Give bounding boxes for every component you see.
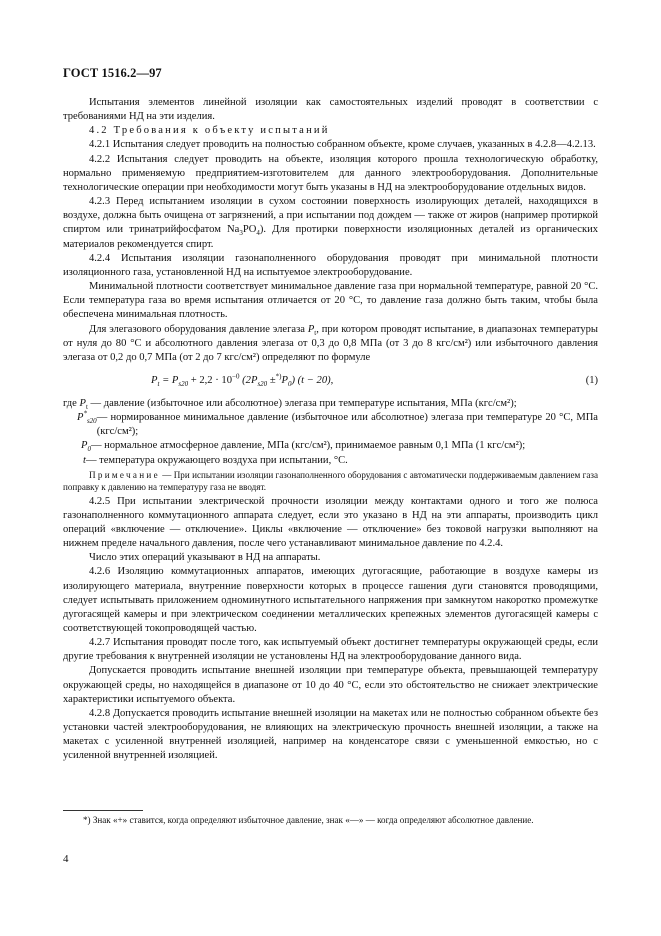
definition-ps20-sup: * — [83, 409, 87, 418]
footnote: *) Знак «+» ставится, когда определяют избыточное давление, знак «—» — когда определяют абсолютное давление. — [83, 815, 534, 825]
definition-ps20-text: — нормированное минимальное давление (избыточное или абсолютное) элегаза при температуре 20 °С, МПа (кгс/см²); — [96, 412, 598, 438]
paragraph-elegas-start: Для элегазового оборудования давление элегаза — [89, 323, 308, 335]
formula-term-e-sub: 0 — [287, 380, 292, 389]
definition-t-symbol: t — [83, 454, 86, 466]
note-text: — При испытании изоляции газонаполненного оборудования с автоматически поддерживаемым давлением газа поправку к давлению на температуру газа не вводят. — [63, 469, 598, 493]
paragraph-4-2-3-start: 4.2.3 Перед испытанием изоляции в сухом состоянии поверхность изолирующих деталей, находящихся в воздухе, должна быть очищена от загрязнений, а при испытании под дождем — также от жиров (например протиркой спиртом или тринатрийфосфатом Na — [63, 196, 598, 236]
paragraph-4-2-2: 4.2.2 Испытания следует проводить на объекте, изоляция которого прошла технологическую обработку, нормально применяемую предприятием-изготовителем для данного электрооборудования. Дополнительные технологические операции при необходимости могут быть указаны в НД на электрооборудование отдельных видов. — [63, 153, 598, 193]
standard-header: ГОСТ 1516.2—97 — [63, 66, 162, 80]
paragraph-4-2-8: 4.2.8 Допускается проводить испытание внешней изоляции на макетах или не полностью собранном объекте без установки частей электрооборудования, не влияющих на электрическую прочность внешней изоляции, а также на макетах с усиленной внутренней изоляцией, например на конденсаторе связи с уменьшенной емкостью, но с усиленной внутренней изоляцией. — [63, 707, 598, 762]
formula-term-c-sub: s20 — [257, 380, 268, 389]
paragraph-4-2-6: 4.2.6 Изоляцию коммутационных аппаратов, имеющих дугогасящие, работающие в воздухе камеры из изолирующего материала, внутренние поверхности которых в процессе гашения дуги становятся проводящими, следует испытывать приложением одноминутного испытательного напряжения при замкнутом накоротко промежутке дугогасящей камеры и при электрическом соединении металлических крепежных элементов дугогасящей камеры с соответствующей токопроводящей частью. — [63, 566, 598, 634]
definition-p0 — [63, 439, 598, 453]
formula-lhs: P — [151, 374, 158, 386]
note — [63, 469, 598, 494]
definition-ps20-symbol: P — [77, 412, 84, 424]
note-label: Примечание — [89, 469, 160, 480]
footnote-divider — [63, 810, 143, 811]
definition-pt-symbol: P — [79, 397, 86, 409]
formula-term-d-sup: *) — [275, 372, 282, 381]
definition-p0-text: — нормальное атмосферное давление, МПа (кгс/см²), принимаемое равным 0,1 МПа (1 кгс/см²); — [90, 440, 526, 452]
definition-p0-sub: 0 — [87, 445, 91, 454]
formula-definitions — [63, 397, 598, 468]
paragraph-min-density: Минимальной плотности соответствует минимальное давление газа при нормальной температуре, равной 20 °С. Если температура газа во время испытания отличается от 20 °С, то давление газа должно быть таким, чтобы была обеспечена минимальная плотность. — [63, 281, 598, 321]
formula-number: (1) — [585, 374, 598, 386]
formula-term-a: = P — [159, 374, 179, 386]
definition-t-text: — температура окружающего воздуха при испытании, °С. — [85, 454, 348, 466]
paragraph-4-2-1: 4.2.1 Испытания следует проводить на полностью собранном объекте, кроме случаев, указанных в 4.2.8—4.2.13. — [89, 139, 596, 151]
formula-term-e: P — [281, 374, 288, 386]
definition-pt-sub: t — [85, 403, 88, 412]
definition-pt-text: — давление (избыточное или абсолютное) элегаза при температуре испытания, МПа (кгс/см²); — [87, 397, 517, 409]
paragraph-elegas-end: , при котором проводят испытание, в диапазонах температуры от нуля до 80 °С и абсолютного давления элегаза от 0,3 до 0,8 МПа (от 3 до 8 кгс/см²) или избыточного давления элегаза от 0,2 до 0,7 МПа (от 2 до 7 кгс/см²) определяют по формуле — [63, 323, 599, 363]
definition-pt — [63, 397, 598, 411]
formula-term-b: + 2,2 · 10 — [188, 374, 233, 386]
formula-term-f: ) (t − 20), — [291, 374, 334, 386]
formula-term-b-sup: −0 — [232, 372, 240, 381]
definition-p0-symbol: P — [81, 440, 88, 452]
formula-expression — [151, 374, 333, 388]
definition-t — [63, 454, 598, 468]
section-heading-4-2: 4.2 Требования к объекту испытаний — [89, 125, 330, 137]
paragraph-4-2-3: 4.2.3 Перед испытанием изоляции в сухом состоянии поверхность изолирующих деталей, находящихся в воздухе, должна быть очищена от загрязнений, а при испытании под дождем — также от жиров (например протиркой спиртом или тринатрийфосфатом $Na_3PO_4$). Для протирки поверхности изоляционных деталей из органических материалов рекомендуется спирт. — [63, 196, 598, 250]
formula-term-c: (2P — [239, 374, 258, 386]
paragraph-4-2-5: 4.2.5 При испытании электрической прочности изоляции между контактами одного и того же полюса газонаполненного коммутационного аппарата следует, если это указано в НД на эти аппараты, производить цикл операций «включение — отключение». Циклы «включение — отключение» без токовой нагрузки выполняют на нижнем пределе начального давления, после чего устанавливают минимальное давление по 4.2.4. — [63, 495, 598, 550]
document-body — [63, 96, 598, 764]
formula-term-a-sub: s20 — [178, 380, 189, 389]
paragraph-4-2-7: 4.2.7 Испытания проводят после того, как испытуемый объект достигнет температуры окружающей среды, если другие требования к внутренней изоляции не установлены НД на электрооборудование данного вида. — [63, 637, 598, 663]
formula-term-d: ± — [267, 374, 276, 386]
formula-lhs-sub: t — [157, 380, 160, 389]
definition-ps20 — [63, 411, 598, 439]
paragraph-4-2-3-end: ). Для протирки поверхности изоляционных деталей из органических материалов рекомендуется спирт. — [63, 224, 598, 250]
paragraph-intro: Испытания элементов линейной изоляции как самостоятельных изделий проводят в соответствии с требованиями НД на эти изделия. — [63, 97, 598, 123]
page-number: 4 — [63, 853, 69, 865]
paragraph-operations: Число этих операций указывают в НД на аппараты. — [89, 552, 321, 564]
paragraph-elegas: Для элегазового оборудования давление элегаза $P_t$, при котором проводят испытание, в диапазонах температуры от нуля до 80 °С и абсолютного давления элегаза от 0,3 до 0,8 МПа (от 3 до 8 кгс/см²) или избыточного давления элегаза от 0,2 до 0,7 МПа (от 2 до 7 кгс/см²) определяют по формуле — [63, 323, 599, 363]
definitions-where: где — [63, 397, 80, 409]
paragraph-outer-insulation: Допускается проводить испытание внешней изоляции при температуре объекта, превышающей температуру окружающей среды, но находящейся в диапазоне от 10 до 40 °С, если это обстоятельство не снижает электрические характеристики испытуемого объекта. — [63, 665, 598, 705]
paragraph-4-2-4: 4.2.4 Испытания изоляции газонаполненного оборудования проводят при минимальной плотности изоляционного газа, установленной НД на испытуемое электрооборудование. — [63, 252, 598, 278]
definition-ps20-sub: s20 — [86, 417, 97, 426]
formula-1 — [63, 372, 598, 392]
